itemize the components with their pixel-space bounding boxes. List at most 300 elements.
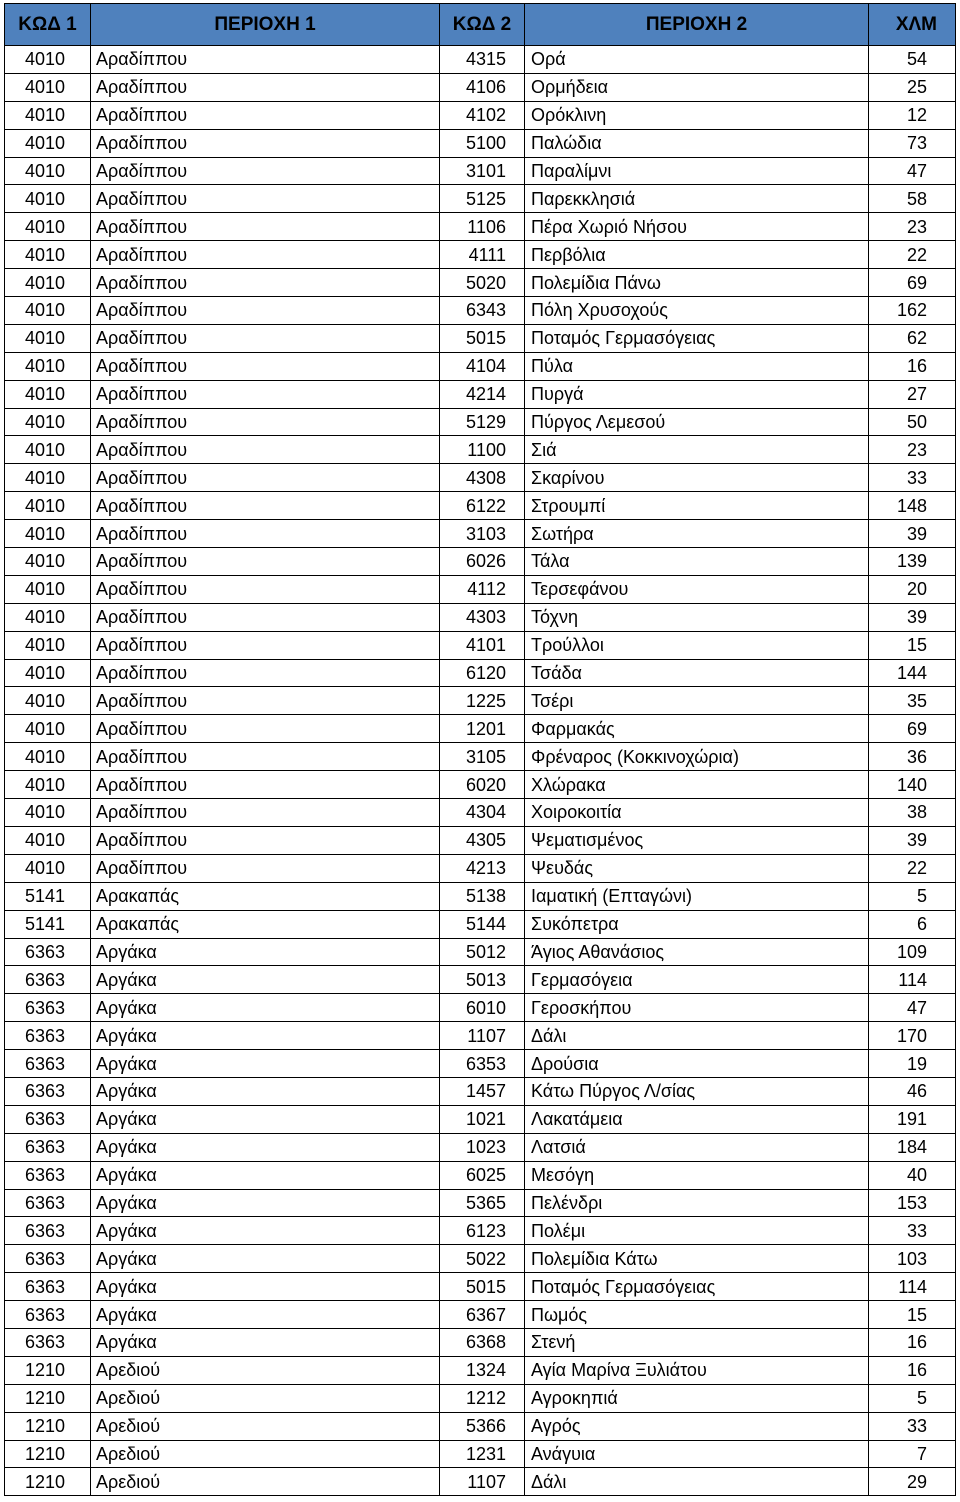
table-row	[5, 1440, 956, 1468]
cell-km: 54	[869, 46, 956, 74]
cell-code-1: 6363	[5, 1273, 91, 1301]
cell-code-1: 4010	[5, 575, 91, 603]
cell-code-1: 4010	[5, 324, 91, 352]
cell-area-1: Αραδίππου	[91, 324, 440, 352]
cell-area-1: Αργάκα	[91, 1077, 440, 1105]
cell-area-2: Σιά	[525, 436, 869, 464]
table-row	[5, 1022, 956, 1050]
cell-code-2: 1212	[440, 1384, 525, 1412]
cell-area-2: Φαρμακάς	[525, 715, 869, 743]
table-row	[5, 241, 956, 269]
cell-km: 62	[869, 324, 956, 352]
cell-area-2: Αγροκηπιά	[525, 1384, 869, 1412]
cell-area-1: Αρεδιού	[91, 1412, 440, 1440]
cell-area-2: Χλώρακα	[525, 771, 869, 799]
cell-area-1: Αραδίππου	[91, 826, 440, 854]
cell-code-1: 4010	[5, 157, 91, 185]
cell-code-1: 6363	[5, 994, 91, 1022]
table-row	[5, 436, 956, 464]
table-row	[5, 910, 956, 938]
cell-code-2: 6025	[440, 1161, 525, 1189]
cell-code-1: 4010	[5, 101, 91, 129]
cell-km: 5	[869, 1384, 956, 1412]
cell-area-2: Πυργά	[525, 380, 869, 408]
cell-area-2: Πωμός	[525, 1301, 869, 1329]
cell-km: 114	[869, 966, 956, 994]
cell-km: 19	[869, 1050, 956, 1078]
cell-km: 29	[869, 1468, 956, 1496]
table-row	[5, 687, 956, 715]
table-row	[5, 1077, 956, 1105]
cell-code-1: 4010	[5, 46, 91, 74]
cell-area-2: Ιαματική (Επταγώνι)	[525, 882, 869, 910]
cell-code-1: 4010	[5, 269, 91, 297]
table-row	[5, 1468, 956, 1496]
cell-area-1: Αραδίππου	[91, 854, 440, 882]
cell-area-2: Πολεμίδια Πάνω	[525, 269, 869, 297]
cell-code-2: 1324	[440, 1356, 525, 1384]
cell-km: 33	[869, 464, 956, 492]
table-row	[5, 631, 956, 659]
cell-area-2: Ψεματισμένος	[525, 826, 869, 854]
cell-area-1: Αργάκα	[91, 938, 440, 966]
cell-code-1: 4010	[5, 213, 91, 241]
cell-area-2: Ορμήδεια	[525, 73, 869, 101]
cell-code-1: 6363	[5, 1245, 91, 1273]
cell-area-2: Ανάγυια	[525, 1440, 869, 1468]
cell-area-2: Αγρός	[525, 1412, 869, 1440]
cell-code-2: 4102	[440, 101, 525, 129]
table-row	[5, 1384, 956, 1412]
cell-km: 38	[869, 799, 956, 827]
cell-area-2: Λακατάμεια	[525, 1105, 869, 1133]
cell-area-2: Σωτήρα	[525, 520, 869, 548]
cell-km: 46	[869, 1077, 956, 1105]
cell-code-1: 4010	[5, 380, 91, 408]
cell-km: 23	[869, 213, 956, 241]
distance-table	[4, 3, 956, 1496]
cell-area-2: Φρέναρος (Κοκκινοχώρια)	[525, 743, 869, 771]
cell-code-2: 3103	[440, 520, 525, 548]
table-row	[5, 799, 956, 827]
cell-area-2: Σκαρίνου	[525, 464, 869, 492]
cell-code-1: 6363	[5, 966, 91, 994]
cell-area-2: Πέρα Χωριό Νήσου	[525, 213, 869, 241]
cell-code-1: 6363	[5, 938, 91, 966]
cell-area-2: Παλώδια	[525, 129, 869, 157]
cell-km: 6	[869, 910, 956, 938]
cell-area-2: Πολεμίδια Κάτω	[525, 1245, 869, 1273]
cell-code-1: 4010	[5, 464, 91, 492]
cell-area-1: Αργάκα	[91, 1022, 440, 1050]
cell-km: 33	[869, 1217, 956, 1245]
cell-code-1: 4010	[5, 854, 91, 882]
table-row	[5, 1133, 956, 1161]
cell-km: 73	[869, 129, 956, 157]
cell-area-2: Πολέμι	[525, 1217, 869, 1245]
cell-code-1: 6363	[5, 1217, 91, 1245]
table-row	[5, 129, 956, 157]
cell-code-2: 1021	[440, 1105, 525, 1133]
cell-area-1: Αργάκα	[91, 1161, 440, 1189]
cell-area-2: Τσάδα	[525, 659, 869, 687]
cell-code-1: 6363	[5, 1050, 91, 1078]
cell-km: 139	[869, 548, 956, 576]
cell-code-1: 1210	[5, 1356, 91, 1384]
cell-km: 16	[869, 352, 956, 380]
table-row	[5, 1328, 956, 1356]
cell-area-2: Στενή	[525, 1328, 869, 1356]
cell-km: 50	[869, 408, 956, 436]
cell-km: 23	[869, 436, 956, 464]
cell-area-2: Πύργος Λεμεσού	[525, 408, 869, 436]
cell-code-2: 4303	[440, 603, 525, 631]
table-row	[5, 297, 956, 325]
cell-km: 69	[869, 269, 956, 297]
cell-area-2: Δάλι	[525, 1022, 869, 1050]
cell-code-2: 1023	[440, 1133, 525, 1161]
table-row	[5, 1273, 956, 1301]
cell-area-2: Παραλίμνι	[525, 157, 869, 185]
cell-code-2: 4112	[440, 575, 525, 603]
cell-km: 27	[869, 380, 956, 408]
cell-code-2: 5013	[440, 966, 525, 994]
cell-km: 140	[869, 771, 956, 799]
cell-area-1: Αργάκα	[91, 1050, 440, 1078]
cell-km: 20	[869, 575, 956, 603]
cell-code-2: 1106	[440, 213, 525, 241]
header-row	[5, 4, 956, 46]
cell-code-1: 4010	[5, 73, 91, 101]
table-row	[5, 1189, 956, 1217]
table-row	[5, 994, 956, 1022]
cell-km: 22	[869, 241, 956, 269]
cell-code-1: 4010	[5, 687, 91, 715]
cell-km: 12	[869, 101, 956, 129]
cell-area-1: Αρακαπάς	[91, 882, 440, 910]
cell-area-1: Αραδίππου	[91, 548, 440, 576]
cell-code-2: 5022	[440, 1245, 525, 1273]
cell-code-2: 5366	[440, 1412, 525, 1440]
table-header	[5, 4, 956, 46]
table-row	[5, 603, 956, 631]
cell-area-1: Αραδίππου	[91, 659, 440, 687]
cell-area-2: Ορά	[525, 46, 869, 74]
cell-area-2: Δάλι	[525, 1468, 869, 1496]
cell-km: 148	[869, 492, 956, 520]
cell-area-2: Τόχνη	[525, 603, 869, 631]
cell-code-1: 1210	[5, 1440, 91, 1468]
table-row	[5, 575, 956, 603]
table-row	[5, 1050, 956, 1078]
cell-area-1: Αρακαπάς	[91, 910, 440, 938]
cell-km: 39	[869, 520, 956, 548]
table-row	[5, 548, 956, 576]
table-row	[5, 464, 956, 492]
table-row	[5, 1412, 956, 1440]
table-row	[5, 882, 956, 910]
cell-code-2: 5015	[440, 1273, 525, 1301]
cell-code-2: 5138	[440, 882, 525, 910]
cell-area-1: Αραδίππου	[91, 408, 440, 436]
cell-area-1: Αραδίππου	[91, 380, 440, 408]
cell-area-2: Δρούσια	[525, 1050, 869, 1078]
cell-code-2: 6010	[440, 994, 525, 1022]
cell-code-1: 6363	[5, 1022, 91, 1050]
table-row	[5, 408, 956, 436]
cell-area-2: Ποταμός Γερμασόγειας	[525, 324, 869, 352]
cell-code-2: 6020	[440, 771, 525, 799]
cell-code-2: 1457	[440, 1077, 525, 1105]
cell-code-1: 4010	[5, 492, 91, 520]
header-area-2: ΠΕΡΙΟΧΗ 2	[525, 4, 869, 46]
table-row	[5, 743, 956, 771]
table-row	[5, 157, 956, 185]
cell-code-2: 5100	[440, 129, 525, 157]
cell-km: 15	[869, 631, 956, 659]
cell-km: 184	[869, 1133, 956, 1161]
cell-area-2: Τρούλλοι	[525, 631, 869, 659]
cell-area-2: Ποταμός Γερμασόγειας	[525, 1273, 869, 1301]
cell-km: 103	[869, 1245, 956, 1273]
cell-code-2: 1100	[440, 436, 525, 464]
table-row	[5, 324, 956, 352]
cell-code-1: 4010	[5, 408, 91, 436]
table-row	[5, 352, 956, 380]
cell-km: 25	[869, 73, 956, 101]
cell-code-2: 3105	[440, 743, 525, 771]
cell-area-1: Αρεδιού	[91, 1440, 440, 1468]
cell-code-1: 1210	[5, 1412, 91, 1440]
cell-code-1: 4010	[5, 548, 91, 576]
cell-area-2: Λατσιά	[525, 1133, 869, 1161]
cell-code-2: 5365	[440, 1189, 525, 1217]
cell-area-2: Ψευδάς	[525, 854, 869, 882]
cell-area-1: Αραδίππου	[91, 603, 440, 631]
cell-area-1: Αργάκα	[91, 1245, 440, 1273]
cell-km: 162	[869, 297, 956, 325]
cell-km: 170	[869, 1022, 956, 1050]
cell-code-2: 6353	[440, 1050, 525, 1078]
cell-area-2: Άγιος Αθανάσιος	[525, 938, 869, 966]
cell-area-2: Συκόπετρα	[525, 910, 869, 938]
cell-code-1: 6363	[5, 1077, 91, 1105]
table-row	[5, 826, 956, 854]
cell-area-1: Αραδίππου	[91, 213, 440, 241]
cell-area-1: Αραδίππου	[91, 575, 440, 603]
table-row	[5, 1161, 956, 1189]
cell-km: 47	[869, 994, 956, 1022]
cell-area-1: Αραδίππου	[91, 687, 440, 715]
cell-area-1: Αραδίππου	[91, 492, 440, 520]
cell-area-2: Τερσεφάνου	[525, 575, 869, 603]
cell-area-1: Αραδίππου	[91, 436, 440, 464]
cell-code-1: 4010	[5, 129, 91, 157]
cell-code-1: 6363	[5, 1105, 91, 1133]
cell-km: 36	[869, 743, 956, 771]
cell-code-1: 4010	[5, 352, 91, 380]
cell-km: 16	[869, 1328, 956, 1356]
cell-code-2: 4213	[440, 854, 525, 882]
cell-area-1: Αραδίππου	[91, 129, 440, 157]
table-row	[5, 101, 956, 129]
table-row	[5, 1105, 956, 1133]
cell-code-1: 4010	[5, 603, 91, 631]
cell-code-2: 6367	[440, 1301, 525, 1329]
cell-area-1: Αργάκα	[91, 1133, 440, 1161]
cell-code-2: 6343	[440, 297, 525, 325]
cell-code-1: 4010	[5, 659, 91, 687]
cell-area-2: Μεσόγη	[525, 1161, 869, 1189]
cell-area-2: Τσέρι	[525, 687, 869, 715]
cell-km: 153	[869, 1189, 956, 1217]
cell-area-2: Αγία Μαρίνα Ξυλιάτου	[525, 1356, 869, 1384]
cell-km: 109	[869, 938, 956, 966]
cell-area-1: Αραδίππου	[91, 185, 440, 213]
cell-code-1: 6363	[5, 1301, 91, 1329]
cell-area-1: Αραδίππου	[91, 715, 440, 743]
cell-area-1: Αραδίππου	[91, 46, 440, 74]
cell-code-2: 6120	[440, 659, 525, 687]
cell-code-2: 6368	[440, 1328, 525, 1356]
table-row	[5, 185, 956, 213]
cell-area-2: Πύλα	[525, 352, 869, 380]
cell-area-2: Περβόλια	[525, 241, 869, 269]
cell-km: 40	[869, 1161, 956, 1189]
cell-code-2: 1107	[440, 1022, 525, 1050]
cell-code-2: 4214	[440, 380, 525, 408]
cell-km: 33	[869, 1412, 956, 1440]
cell-code-2: 1231	[440, 1440, 525, 1468]
cell-area-1: Αργάκα	[91, 1189, 440, 1217]
cell-code-1: 6363	[5, 1189, 91, 1217]
table-body	[5, 46, 956, 1496]
cell-code-1: 6363	[5, 1133, 91, 1161]
cell-area-1: Αργάκα	[91, 1301, 440, 1329]
table-row	[5, 492, 956, 520]
table-row	[5, 659, 956, 687]
header-area-1: ΠΕΡΙΟΧΗ 1	[91, 4, 440, 46]
table-row	[5, 966, 956, 994]
table-row	[5, 1301, 956, 1329]
cell-code-2: 6123	[440, 1217, 525, 1245]
cell-area-2: Ορόκλινη	[525, 101, 869, 129]
cell-code-1: 4010	[5, 743, 91, 771]
cell-area-1: Αργάκα	[91, 1328, 440, 1356]
cell-area-2: Κάτω Πύργος Λ/σίας	[525, 1077, 869, 1105]
cell-code-2: 5125	[440, 185, 525, 213]
cell-code-1: 4010	[5, 241, 91, 269]
cell-code-2: 5144	[440, 910, 525, 938]
table-row	[5, 380, 956, 408]
table-row	[5, 715, 956, 743]
cell-code-1: 4010	[5, 436, 91, 464]
cell-area-2: Πόλη Χρυσοχούς	[525, 297, 869, 325]
cell-area-2: Γερμασόγεια	[525, 966, 869, 994]
cell-code-1: 4010	[5, 520, 91, 548]
header-km: ΧΛΜ	[869, 4, 956, 46]
cell-area-1: Αραδίππου	[91, 520, 440, 548]
cell-code-1: 4010	[5, 826, 91, 854]
table-row	[5, 46, 956, 74]
cell-code-2: 1225	[440, 687, 525, 715]
cell-code-1: 4010	[5, 715, 91, 743]
cell-km: 22	[869, 854, 956, 882]
table-row	[5, 771, 956, 799]
cell-code-2: 4104	[440, 352, 525, 380]
header-code-1: ΚΩΔ 1	[5, 4, 91, 46]
cell-area-1: Αραδίππου	[91, 464, 440, 492]
cell-area-1: Αραδίππου	[91, 771, 440, 799]
table-row	[5, 520, 956, 548]
cell-code-1: 4010	[5, 799, 91, 827]
cell-area-1: Αραδίππου	[91, 241, 440, 269]
cell-area-1: Αργάκα	[91, 1105, 440, 1133]
cell-area-2: Πελένδρι	[525, 1189, 869, 1217]
cell-km: 114	[869, 1273, 956, 1301]
table-row	[5, 1245, 956, 1273]
cell-code-1: 4010	[5, 185, 91, 213]
table-row	[5, 1217, 956, 1245]
cell-km: 15	[869, 1301, 956, 1329]
cell-code-2: 4111	[440, 241, 525, 269]
cell-code-1: 1210	[5, 1384, 91, 1412]
cell-code-2: 6122	[440, 492, 525, 520]
cell-km: 7	[869, 1440, 956, 1468]
cell-km: 16	[869, 1356, 956, 1384]
cell-code-2: 4106	[440, 73, 525, 101]
cell-code-1: 6363	[5, 1328, 91, 1356]
table-row	[5, 938, 956, 966]
cell-code-2: 1107	[440, 1468, 525, 1496]
cell-area-1: Αρεδιού	[91, 1468, 440, 1496]
cell-area-1: Αργάκα	[91, 994, 440, 1022]
cell-km: 5	[869, 882, 956, 910]
cell-code-2: 1201	[440, 715, 525, 743]
cell-area-1: Αραδίππου	[91, 631, 440, 659]
cell-km: 191	[869, 1105, 956, 1133]
cell-area-1: Αργάκα	[91, 1273, 440, 1301]
cell-km: 58	[869, 185, 956, 213]
cell-code-1: 5141	[5, 910, 91, 938]
cell-km: 39	[869, 603, 956, 631]
cell-area-1: Αργάκα	[91, 966, 440, 994]
table-row	[5, 269, 956, 297]
cell-code-2: 4101	[440, 631, 525, 659]
cell-code-1: 5141	[5, 882, 91, 910]
cell-code-2: 3101	[440, 157, 525, 185]
cell-area-1: Αρεδιού	[91, 1384, 440, 1412]
cell-area-2: Τάλα	[525, 548, 869, 576]
cell-code-1: 4010	[5, 297, 91, 325]
cell-area-1: Αρεδιού	[91, 1356, 440, 1384]
cell-code-2: 5015	[440, 324, 525, 352]
cell-code-2: 5129	[440, 408, 525, 436]
cell-code-2: 6026	[440, 548, 525, 576]
cell-area-1: Αραδίππου	[91, 101, 440, 129]
header-code-2: ΚΩΔ 2	[440, 4, 525, 46]
table-row	[5, 213, 956, 241]
cell-area-2: Στρουμπί	[525, 492, 869, 520]
cell-code-2: 4305	[440, 826, 525, 854]
cell-code-1: 6363	[5, 1161, 91, 1189]
cell-area-1: Αραδίππου	[91, 297, 440, 325]
cell-code-1: 1210	[5, 1468, 91, 1496]
table-row	[5, 854, 956, 882]
cell-code-2: 5020	[440, 269, 525, 297]
cell-km: 47	[869, 157, 956, 185]
table-row	[5, 1356, 956, 1384]
